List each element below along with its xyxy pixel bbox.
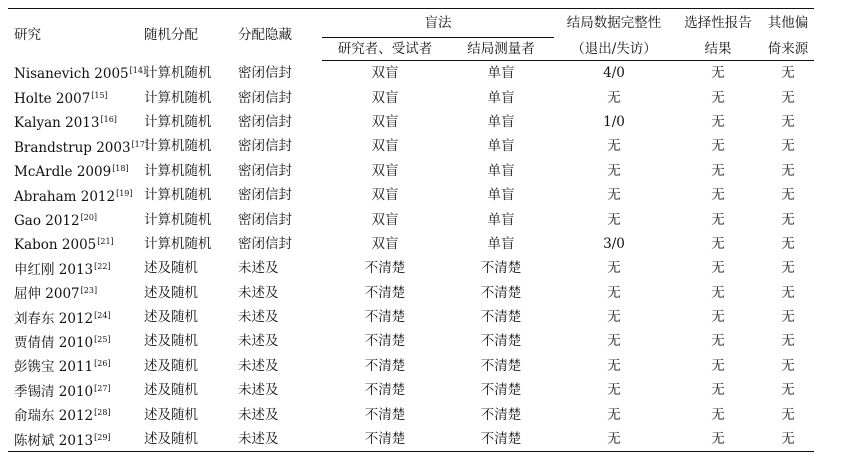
study-name: Gao 2012 [14, 213, 80, 230]
outcome-cell: 无 [607, 382, 621, 399]
other-bias-cell: 无 [781, 309, 795, 326]
reference-marker: [23] [80, 286, 98, 296]
study-cell [8, 256, 144, 280]
selective-cell: 无 [711, 235, 725, 252]
outcome-cell: 1/0 [603, 113, 625, 130]
selective-cell: 无 [711, 260, 725, 277]
reference-marker: [24] [94, 310, 111, 320]
other-bias-cell: 无 [781, 406, 795, 423]
header-outcome-line1: 结局数据完整性 [554, 9, 674, 38]
conceal-cell: 密闭信封 [238, 211, 292, 228]
selective-cell: 无 [711, 65, 725, 82]
outcome-cell: 无 [607, 284, 621, 301]
blind-outcome-cell: 不清楚 [480, 260, 522, 277]
blind-outcome-cell: 不清楚 [480, 406, 522, 423]
random-cell: 述及随机 [144, 406, 198, 423]
reference-marker: [28] [94, 408, 111, 418]
selective-cell: 无 [674, 427, 762, 452]
header-blind-outcome: 结局测量者 [448, 38, 554, 61]
table-row [8, 402, 814, 426]
table-row [8, 427, 814, 452]
study-cell [8, 232, 144, 256]
random-cell: 述及随机 [144, 284, 198, 301]
study-cell [8, 110, 144, 134]
outcome-cell: 无 [607, 309, 621, 326]
study-name: 彭镌宝 2011 [14, 359, 94, 376]
blind-participant-cell: 不清楚 [364, 333, 406, 350]
blind-participant-cell: 不清楚 [364, 357, 406, 374]
random-cell: 计算机随机 [144, 235, 212, 252]
study-cell [8, 305, 144, 329]
header-other-line1: 其他偏 [762, 9, 814, 38]
study-name: Kalyan 2013 [14, 115, 100, 132]
blind-outcome-cell: 单盲 [487, 65, 515, 82]
header-selective-line1: 选择性报告 [674, 9, 762, 38]
other-bias-cell: 无 [781, 357, 795, 374]
study-name: 季锡清 2010 [14, 383, 94, 400]
blind-outcome-cell: 不清楚 [480, 284, 522, 301]
table-row [8, 329, 814, 353]
reference-marker: [14] [129, 66, 147, 76]
header-other-line2: 倚来源 [762, 38, 814, 61]
blind-outcome-cell: 不清楚 [480, 333, 522, 350]
study-cell [8, 378, 144, 402]
other-bias-cell: 无 [781, 187, 795, 204]
conceal-cell: 未述及 [238, 382, 279, 399]
random-cell: 计算机随机 [144, 162, 212, 179]
outcome-cell: 无 [607, 260, 621, 277]
table-row [8, 354, 814, 378]
study-name: Nisanevich 2005 [14, 66, 129, 83]
table-row [8, 159, 814, 183]
table-row [8, 256, 814, 280]
conceal-cell: 密闭信封 [238, 187, 292, 204]
outcome-cell: 无 [607, 211, 621, 228]
blind-participant-cell: 不清楚 [364, 284, 406, 301]
selective-cell: 无 [711, 187, 725, 204]
table-row [8, 85, 814, 109]
other-bias-cell: 无 [781, 211, 795, 228]
random-cell: 述及随机 [144, 382, 198, 399]
reference-marker: [21] [97, 237, 114, 247]
header-selective-line2: 结果 [674, 38, 762, 61]
random-cell: 计算机随机 [144, 64, 212, 81]
outcome-cell: 无 [607, 138, 621, 155]
table-row [8, 281, 814, 305]
study-cell [8, 207, 144, 231]
reference-marker: [27] [94, 383, 111, 393]
conceal-cell: 未述及 [238, 357, 279, 374]
conceal-cell: 密闭信封 [238, 113, 292, 130]
header-blind-participant: 研究者、受试者 [322, 38, 448, 61]
random-cell: 计算机随机 [144, 187, 212, 204]
study-cell [8, 159, 144, 183]
conceal-cell: 未述及 [238, 260, 279, 277]
other-bias-cell: 无 [781, 138, 795, 155]
reference-marker: [18] [112, 164, 129, 174]
other-bias-cell: 无 [781, 113, 795, 130]
outcome-cell: 无 [607, 187, 621, 204]
reference-marker: [29] [94, 432, 111, 442]
conceal-cell: 未述及 [238, 406, 279, 423]
outcome-cell: 无 [607, 333, 621, 350]
random-cell: 述及随机 [144, 260, 198, 277]
blind-participant-cell: 不清楚 [364, 406, 406, 423]
other-bias-cell: 无 [781, 260, 795, 277]
blind-participant-cell: 双盲 [371, 89, 399, 106]
random-cell: 计算机随机 [144, 89, 212, 106]
blind-participant-cell: 双盲 [371, 162, 399, 179]
other-bias-cell: 无 [781, 65, 795, 82]
table-row [8, 305, 814, 329]
study-name: Kabon 2005 [14, 237, 97, 254]
other-bias-cell: 无 [781, 382, 795, 399]
blind-outcome-cell: 不清楚 [480, 357, 522, 374]
blind-outcome-cell: 单盲 [487, 235, 515, 252]
conceal-cell: 密闭信封 [238, 89, 292, 106]
selective-cell: 无 [711, 406, 725, 423]
blind-outcome-cell: 不清楚 [448, 427, 554, 452]
study-name: Abraham 2012 [14, 188, 116, 205]
study-name: 俞瑞东 2012 [14, 408, 94, 425]
study-name: 贾倩倩 2010 [14, 334, 94, 351]
table-header [8, 9, 814, 61]
selective-cell: 无 [711, 382, 725, 399]
random-cell: 述及随机 [144, 427, 238, 452]
table-row [8, 183, 814, 207]
table-row [8, 61, 814, 86]
header-outcome-line2: （退出/失访） [554, 38, 674, 61]
reference-marker: [25] [94, 334, 111, 344]
conceal-cell: 密闭信封 [238, 235, 292, 252]
study-cell [8, 427, 144, 452]
conceal-cell: 未述及 [238, 284, 279, 301]
outcome-cell: 3/0 [603, 235, 625, 252]
other-bias-cell: 无 [781, 284, 795, 301]
blind-participant-cell: 双盲 [371, 211, 399, 228]
other-bias-cell: 无 [781, 235, 795, 252]
other-bias-cell: 无 [781, 162, 795, 179]
study-cell [8, 354, 144, 378]
study-cell [8, 183, 144, 207]
blind-participant-cell: 不清楚 [364, 260, 406, 277]
reference-marker: [16] [100, 115, 117, 125]
conceal-cell: 未述及 [238, 309, 279, 326]
blind-outcome-cell: 不清楚 [480, 309, 522, 326]
reference-marker: [26] [94, 359, 111, 369]
table-row [8, 232, 814, 256]
outcome-cell: 无 [607, 89, 621, 106]
blind-outcome-cell: 单盲 [487, 138, 515, 155]
table-row [8, 134, 814, 158]
quality-assessment-table [8, 8, 814, 452]
blind-participant-cell: 不清楚 [364, 382, 406, 399]
study-name: 陈树斌 2013 [14, 432, 94, 449]
outcome-cell: 无 [607, 162, 621, 179]
study-name: 申红刚 2013 [14, 261, 94, 278]
study-cell [8, 85, 144, 109]
conceal-cell: 密闭信封 [238, 162, 292, 179]
reference-marker: [22] [94, 261, 111, 271]
random-cell: 述及随机 [144, 357, 198, 374]
table-row [8, 110, 814, 134]
blind-participant-cell: 双盲 [371, 65, 399, 82]
other-bias-cell: 无 [781, 333, 795, 350]
study-cell [8, 61, 147, 86]
blind-outcome-cell: 单盲 [487, 89, 515, 106]
study-name: 屈伸 2007 [14, 286, 80, 303]
study-cell [8, 134, 148, 158]
header-conceal: 分配隐藏 [238, 9, 322, 61]
selective-cell: 无 [711, 138, 725, 155]
selective-cell: 无 [711, 357, 725, 374]
blind-participant-cell: 双盲 [371, 113, 399, 130]
study-name: McArdle 2009 [14, 164, 112, 181]
blind-participant-cell: 不清楚 [322, 427, 448, 452]
blind-participant-cell: 不清楚 [364, 309, 406, 326]
table-row [8, 207, 814, 231]
blind-outcome-cell: 单盲 [487, 211, 515, 228]
random-cell: 计算机随机 [144, 113, 212, 130]
study-cell [8, 402, 144, 426]
reference-marker: [19] [116, 188, 133, 198]
header-random: 随机分配 [144, 9, 238, 61]
other-bias-cell: 无 [781, 89, 795, 106]
selective-cell: 无 [711, 211, 725, 228]
outcome-cell: 4/0 [603, 65, 625, 82]
other-bias-cell: 无 [762, 427, 814, 452]
selective-cell: 无 [711, 333, 725, 350]
blind-outcome-cell: 不清楚 [480, 382, 522, 399]
study-name: Brandstrup 2003 [14, 139, 131, 156]
outcome-cell: 无 [607, 357, 621, 374]
conceal-cell: 密闭信封 [238, 64, 292, 81]
study-name: Holte 2007 [14, 91, 91, 108]
blind-outcome-cell: 单盲 [487, 113, 515, 130]
quality-assessment-table-container [8, 8, 814, 452]
blind-outcome-cell: 单盲 [487, 162, 515, 179]
random-cell: 述及随机 [144, 333, 198, 350]
selective-cell: 无 [711, 113, 725, 130]
study-cell [8, 329, 144, 353]
study-cell [8, 281, 144, 305]
reference-marker: [20] [80, 213, 98, 223]
reference-marker: [17] [131, 139, 148, 149]
selective-cell: 无 [711, 162, 725, 179]
header-blinding: 盲法 [322, 9, 554, 38]
blind-outcome-cell: 单盲 [487, 187, 515, 204]
reference-marker: [15] [91, 91, 108, 101]
blind-participant-cell: 双盲 [371, 138, 399, 155]
conceal-cell: 未述及 [238, 333, 279, 350]
table-body [8, 61, 814, 452]
random-cell: 述及随机 [144, 309, 198, 326]
selective-cell: 无 [711, 89, 725, 106]
study-name: 刘春东 2012 [14, 310, 94, 327]
conceal-cell: 未述及 [238, 427, 322, 452]
outcome-cell: 无 [607, 406, 621, 423]
random-cell: 计算机随机 [144, 211, 212, 228]
conceal-cell: 密闭信封 [238, 138, 292, 155]
header-study: 研究 [8, 9, 144, 61]
selective-cell: 无 [711, 284, 725, 301]
random-cell: 计算机随机 [144, 138, 212, 155]
table-row [8, 378, 814, 402]
selective-cell: 无 [711, 309, 725, 326]
outcome-cell: 无 [554, 427, 674, 452]
blind-participant-cell: 双盲 [371, 187, 399, 204]
blind-participant-cell: 双盲 [371, 235, 399, 252]
